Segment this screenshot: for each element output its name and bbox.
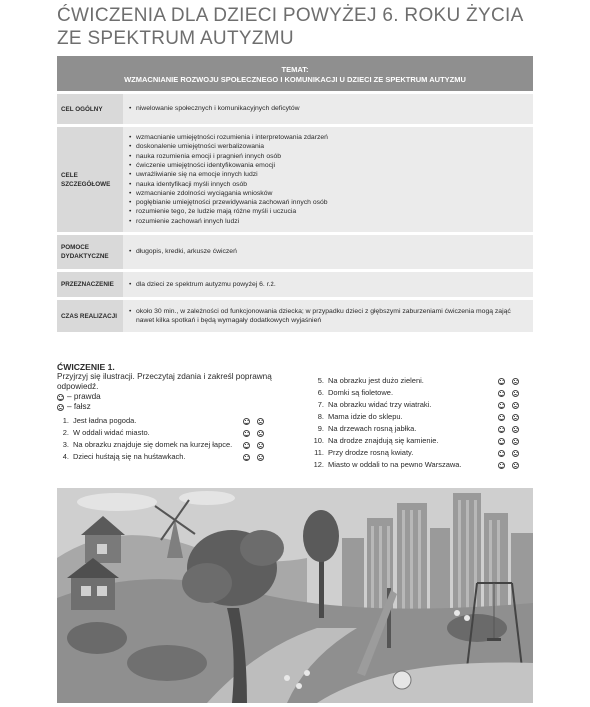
list-item: • dla dzieci ze spektrum autyzmu powyżej 6. r.ż. xyxy=(129,280,529,289)
row-content-time xyxy=(123,300,533,332)
list-item: • uwrażliwianie się na emocje innych ludzi xyxy=(129,170,529,179)
sad-face-icon[interactable] xyxy=(512,378,519,385)
list-item: • nauka identyfikacji myśli innych osób xyxy=(129,180,529,189)
statement-number: 4. xyxy=(62,452,69,461)
statement-number: 12. xyxy=(313,460,324,469)
row-label-objectives xyxy=(57,127,123,232)
sad-face-icon[interactable] xyxy=(257,442,264,449)
row-label-aids-line-2: DYDAKTYCZNE xyxy=(61,253,109,260)
row-label-objectives-line-1: CELE xyxy=(61,171,78,179)
statement-text: Mama idzie do sklepu. xyxy=(328,412,403,421)
statement-row xyxy=(57,415,282,427)
smile-icon[interactable] xyxy=(498,378,505,385)
lesson-plan-table xyxy=(57,56,533,335)
bush xyxy=(447,614,507,642)
statement-row xyxy=(310,447,533,459)
statement-list-left xyxy=(57,415,297,463)
statement-text: Na drzewach rosną jabłka. xyxy=(328,424,417,433)
row-label-time: CZAS REALIZACJI xyxy=(57,300,123,332)
theme-header xyxy=(57,56,533,94)
statement-row xyxy=(57,451,282,463)
page-title xyxy=(57,4,577,50)
bush xyxy=(67,622,127,654)
row-label-target: PRZEZNACZENIE xyxy=(57,272,123,297)
smile-icon[interactable] xyxy=(498,462,505,469)
statement-row xyxy=(310,399,533,411)
statement-number: 7. xyxy=(317,400,324,409)
row-aids xyxy=(57,235,533,272)
sad-face-icon[interactable] xyxy=(257,430,264,437)
legend-false-label: – fałsz xyxy=(67,402,91,411)
exercise-instruction: Przyjrzyj się ilustracji. Przeczytaj zdania i zakreśl poprawną odpowiedź. xyxy=(57,372,272,391)
cloud xyxy=(77,493,157,511)
statement-text: Na obrazku znajduje się domek na kurzej łapce. xyxy=(73,440,233,449)
statement-number: 10. xyxy=(313,436,324,445)
statement-row xyxy=(310,411,533,423)
exercise-section xyxy=(57,362,533,469)
list-item: • rozumienie tego, że ludzie mają różne myśli i uczucia xyxy=(129,207,529,216)
sad-face-icon[interactable] xyxy=(512,426,519,433)
list-item: • rozumienie zachowań innych ludzi xyxy=(129,217,529,226)
row-time xyxy=(57,300,533,335)
smile-icon[interactable] xyxy=(498,390,505,397)
statement-number: 6. xyxy=(317,388,324,397)
row-content-target xyxy=(123,272,533,297)
exercise-left-column xyxy=(57,372,297,463)
list-item: • pogłębianie umiejętności przewidywania zachowań innych osób xyxy=(129,198,529,207)
list-item: • niwelowanie społecznych i komunikacyjnych deficytów xyxy=(129,104,529,113)
statement-number: 11. xyxy=(314,448,324,457)
row-content-aids xyxy=(123,235,533,269)
sad-face-icon[interactable] xyxy=(512,438,519,445)
bush xyxy=(127,645,207,681)
list-item: • około 30 min., w zależności od funkcjonowania dziecka; w przypadku dzieci z głębszymi zaburzeniami ćwiczenia mogą zająć nawet kilka spotkań i będą wymagały dodatkowych wyjaśnień xyxy=(129,307,529,326)
smile-icon xyxy=(57,394,64,401)
list-item: • wzmacnianie zdolności wyciągania wniosków xyxy=(129,189,529,198)
smile-icon[interactable] xyxy=(498,402,505,409)
sad-face-icon[interactable] xyxy=(512,462,519,469)
sad-face-icon[interactable] xyxy=(257,454,264,461)
row-label-objectives-line-2: SZCZEGÓŁOWE xyxy=(61,180,111,188)
statement-row xyxy=(310,375,533,387)
statement-text: W oddali widać miasto. xyxy=(73,428,150,437)
legend-true xyxy=(57,392,297,402)
sad-face-icon[interactable] xyxy=(512,450,519,457)
row-objectives xyxy=(57,127,533,235)
smile-icon[interactable] xyxy=(498,426,505,433)
page-title-line-1: ĆWICZENIA DLA DZIECI POWYŻEJ 6. ROKU ŻYCIA xyxy=(57,5,524,26)
statement-number: 2. xyxy=(62,428,69,437)
statement-text: Jest ładna pogoda. xyxy=(73,416,137,425)
statement-number: 3. xyxy=(62,440,69,449)
statement-text: Domki są fioletowe. xyxy=(328,388,394,397)
statement-text: Miasto w oddali to na pewno Warszawa. xyxy=(328,460,462,469)
statement-text: Dzieci huśtają się na huśtawkach. xyxy=(73,452,186,461)
park-illustration xyxy=(57,488,533,703)
statement-number: 1. xyxy=(62,416,69,425)
list-item: • długopis, kredki, arkusze ćwiczeń xyxy=(129,247,529,256)
statement-row xyxy=(310,459,533,471)
statement-number: 9. xyxy=(317,424,324,433)
row-label-aids xyxy=(57,235,123,269)
smile-icon[interactable] xyxy=(498,414,505,421)
statement-row xyxy=(57,439,282,451)
statement-text: Na obrazku widać trzy wiatraki. xyxy=(328,400,432,409)
smile-icon[interactable] xyxy=(498,450,505,457)
statement-row xyxy=(310,435,533,447)
sad-face-icon[interactable] xyxy=(512,390,519,397)
statement-text: Na obrazku jest dużo zieleni. xyxy=(328,376,424,385)
list-item: • wzmacnianie umiejętności rozumienia i interpretowania zdarzeń xyxy=(129,133,529,142)
sad-face-icon[interactable] xyxy=(257,418,264,425)
statement-text: Przy drodze rosną kwiaty. xyxy=(328,448,414,457)
smile-icon[interactable] xyxy=(243,430,250,437)
statement-number: 8. xyxy=(317,412,324,421)
smile-icon[interactable] xyxy=(243,418,250,425)
statement-row xyxy=(310,387,533,399)
sad-face-icon xyxy=(57,404,64,411)
row-target xyxy=(57,272,533,300)
exercise-right-column xyxy=(310,375,533,471)
legend-true-label: – prawda xyxy=(67,392,101,401)
illustration-svg xyxy=(57,488,533,703)
smile-icon[interactable] xyxy=(243,442,250,449)
ball xyxy=(393,671,411,689)
statement-number: 5. xyxy=(317,376,324,385)
row-content-goal xyxy=(123,94,533,124)
legend-false xyxy=(57,402,297,412)
statement-text: Na drodze znajdują się kamienie. xyxy=(328,436,439,445)
sad-face-icon[interactable] xyxy=(512,402,519,409)
theme-text: WZMACNIANIE ROZWOJU SPOŁECZNEGO I KOMUNIKACJI U DZIECI ZE SPEKTRUM AUTYZMU xyxy=(124,75,466,84)
row-content-objectives xyxy=(123,127,533,232)
list-item: • nauka rozumienia emocji i pragnień innych osób xyxy=(129,152,529,161)
statement-row xyxy=(57,427,282,439)
theme-label: TEMAT: xyxy=(281,65,309,74)
smile-icon[interactable] xyxy=(243,454,250,461)
row-label-goal: CEL OGÓLNY xyxy=(57,94,123,124)
sad-face-icon[interactable] xyxy=(512,414,519,421)
statement-row xyxy=(310,423,533,435)
list-item: • doskonalenie umiejętności werbalizowania xyxy=(129,142,529,151)
list-item: • ćwiczenie umiejętności identyfikowania emocji xyxy=(129,161,529,170)
row-label-aids-line-1: POMOCE xyxy=(61,244,89,251)
smile-icon[interactable] xyxy=(498,438,505,445)
row-goal xyxy=(57,94,533,127)
page-title-line-2: ZE SPEKTRUM AUTYZMU xyxy=(57,28,294,49)
exercise-title: ĆWICZENIE 1. xyxy=(57,362,115,372)
